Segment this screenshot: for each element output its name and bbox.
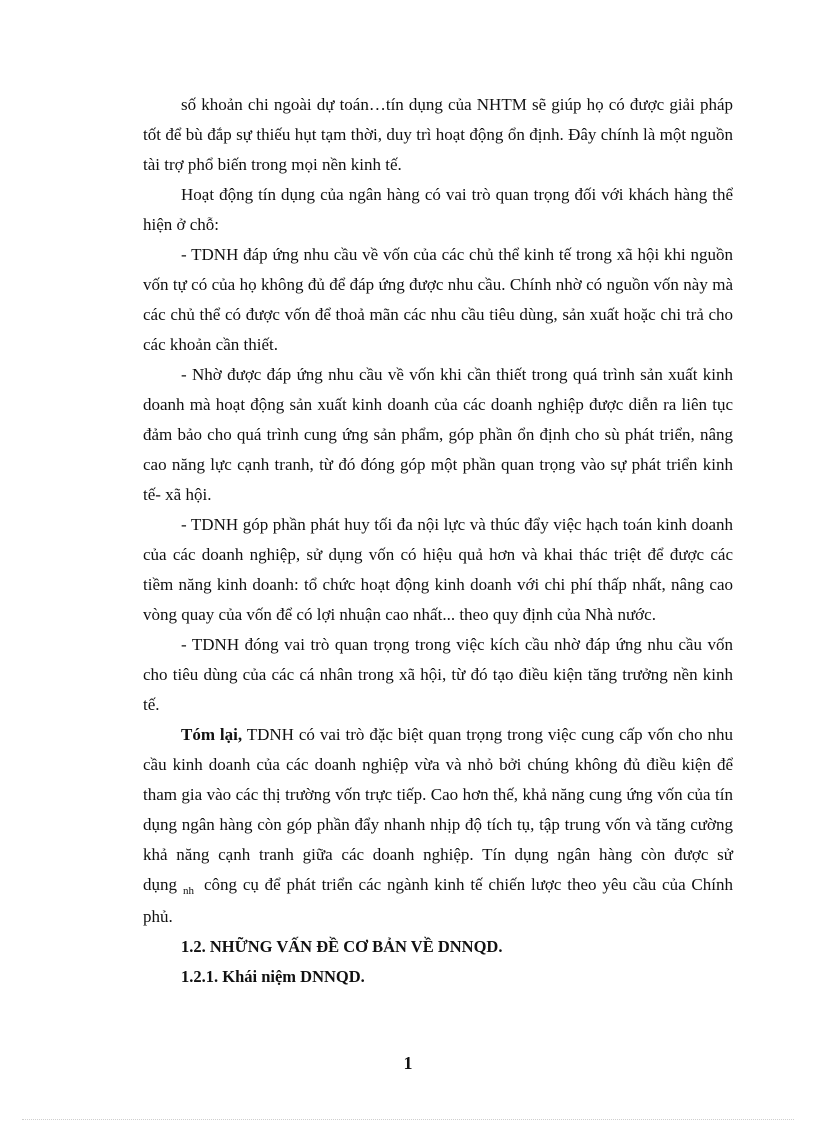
page-bottom-divider	[22, 1119, 794, 1120]
summary-text-after: công cụ để phát triển các ngành kinh tế chiến lược theo yêu cầu của Chính phủ.	[143, 875, 733, 926]
summary-text-before: TDNH có vai trò đặc biệt quan trọng trong việc cung cấp vốn cho nhu cầu kinh doanh của các doanh nghiệp vừa và nhỏ bởi chúng không đủ điều kiện để tham gia vào các thị trường vốn trực tiếp. Cao hơn thế, khả năng cung ứng vốn của tín dụng ngân hàng còn góp phần đẩy nhanh nhịp độ tích tụ, tập trung vốn và tăng cường khả năng cạnh tranh giữa các doanh nghiệp. Tín dụng ngân hàng còn được sử dụng	[143, 725, 733, 894]
paragraph-1: số khoản chi ngoài dự toán…tín dụng của NHTM sẽ giúp họ có được giải pháp tốt để bù đắp sự thiếu hụt tạm thời, duy trì hoạt động ổn định. Đây chính là một nguồn tài trợ phổ biến trong mọi nền kinh tế.	[143, 95, 733, 174]
subsection-heading: 1.2.1. Khái niệm DNNQD.	[181, 967, 365, 986]
paragraph-2: Hoạt động tín dụng của ngân hàng có vai trò quan trọng đối với khách hàng thể hiện ở chỗ:	[143, 185, 733, 234]
paragraph-5: - TDNH góp phần phát huy tối đa nội lực và thúc đẩy việc hạch toán kinh doanh của các doanh nghiệp, sử dụng vốn có hiệu quả hơn và khai thác triệt để được các tiềm năng kinh doanh: tổ chức hoạt động kinh doanh với chi phí thấp nhất, nâng cao vòng quay của vốn để có lợi nhuận cao nhất... theo quy định của Nhà nước.	[143, 515, 733, 624]
document-body	[143, 90, 733, 992]
summary-paragraph	[143, 720, 733, 932]
summary-lead: Tóm lại,	[181, 725, 243, 744]
paragraph-3: - TDNH đáp ứng nhu cầu về vốn của các chủ thể kinh tế trong xã hội khi nguồn vốn tự có của họ không đủ để đáp ứng được nhu cầu. Chính nhờ có nguồn vốn này mà các chủ thể có được vốn để thoả mãn các nhu cầu tiêu dùng, sản xuất hoặc chi trả cho các khoản cần thiết.	[143, 245, 733, 354]
paragraph-6: - TDNH đóng vai trò quan trọng trong việc kích cầu nhờ đáp ứng nhu cầu vốn cho tiêu dùng của các cá nhân trong xã hội, từ đó tạo điều kiện tăng trưởng nền kinh tế.	[143, 635, 733, 714]
section-heading: 1.2. NHỮNG VẤN ĐỀ CƠ BẢN VỀ DNNQD.	[181, 937, 503, 956]
paragraph-4: - Nhờ được đáp ứng nhu cầu về vốn khi cần thiết trong quá trình sản xuất kinh doanh mà hoạt động sản xuất kinh doanh của các doanh nghiệp được diễn ra liên tục đảm bảo cho quá trình cung ứng sản phẩm, góp phần ổn định cho sù phát triển, nâng cao năng lực cạnh tranh, từ đó đóng góp một phần quan trọng vào sự phát triển kinh tế- xã hội.	[143, 365, 733, 504]
summary-small-word: nh	[183, 885, 194, 897]
page-number: 1	[403, 1053, 413, 1073]
